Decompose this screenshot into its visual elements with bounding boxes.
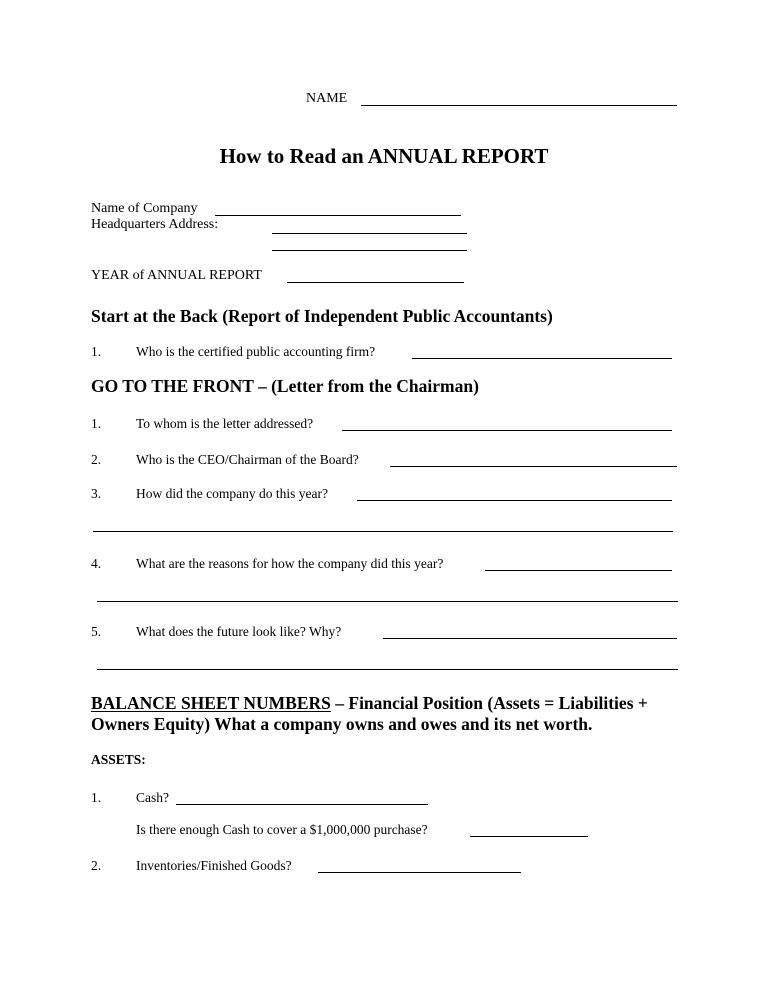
company-name-blank[interactable] xyxy=(215,215,461,216)
question-ceo-chairman: Who is the CEO/Chairman of the Board? xyxy=(136,452,359,467)
section-heading-balance-sheet xyxy=(91,692,648,714)
question-number: 1. xyxy=(91,344,102,359)
question-cash-purchase: Is there enough Cash to cover a $1,000,000 purchase? xyxy=(136,822,428,837)
answer-blank-cash-purchase[interactable] xyxy=(470,836,588,837)
answer-blank-performance-reasons-cont[interactable] xyxy=(97,601,678,602)
question-cpa-firm: Who is the certified public accounting firm? xyxy=(136,344,376,359)
answer-blank-ceo-chairman[interactable] xyxy=(390,466,677,467)
hq-address-label: Headquarters Address: xyxy=(91,217,219,232)
answer-blank-inventories[interactable] xyxy=(318,872,521,873)
report-year-label: YEAR of ANNUAL REPORT xyxy=(91,268,262,283)
question-number: 5. xyxy=(91,624,102,639)
answer-blank-cash[interactable] xyxy=(176,804,428,805)
section-heading-back: Start at the Back (Report of Independent Public Accountants) xyxy=(91,306,553,326)
hq-address-blank-1[interactable] xyxy=(272,233,467,234)
question-number: 3. xyxy=(91,486,102,501)
answer-blank-future-outlook[interactable] xyxy=(383,638,677,639)
assets-label: ASSETS: xyxy=(91,752,146,767)
answer-blank-company-performance[interactable] xyxy=(357,500,672,501)
answer-blank-performance-reasons[interactable] xyxy=(485,570,672,571)
answer-blank-future-outlook-cont[interactable] xyxy=(97,669,678,670)
question-number: 1. xyxy=(91,790,102,805)
answer-blank-cpa-firm[interactable] xyxy=(412,358,672,359)
question-company-performance: How did the company do this year? xyxy=(136,486,328,501)
balance-sheet-heading-underlined: BALANCE SHEET NUMBERS xyxy=(91,693,331,713)
question-cash: Cash? xyxy=(136,790,169,805)
company-name-label: Name of Company xyxy=(91,201,198,216)
balance-sheet-heading-line2: Owners Equity) What a company owns and owes and its net worth. xyxy=(91,714,593,734)
question-future-outlook: What does the future look like? Why? xyxy=(136,624,342,639)
report-year-blank[interactable] xyxy=(287,282,464,283)
answer-blank-letter-addressed[interactable] xyxy=(342,430,672,431)
balance-sheet-heading-rest: – Financial Position (Assets = Liabilities + xyxy=(330,693,648,713)
question-performance-reasons: What are the reasons for how the company did this year? xyxy=(136,556,444,571)
question-inventories: Inventories/Finished Goods? xyxy=(136,858,292,873)
answer-blank-company-performance-cont[interactable] xyxy=(93,531,673,532)
question-number: 2. xyxy=(91,452,102,467)
name-label: NAME xyxy=(306,91,348,106)
question-number: 4. xyxy=(91,556,102,571)
page-title: How to Read an ANNUAL REPORT xyxy=(219,144,549,168)
question-number: 2. xyxy=(91,858,102,873)
hq-address-blank-2[interactable] xyxy=(272,250,467,251)
question-number: 1. xyxy=(91,416,102,431)
question-letter-addressed: To whom is the letter addressed? xyxy=(136,416,314,431)
name-blank[interactable] xyxy=(361,105,677,106)
section-heading-front: GO TO THE FRONT – (Letter from the Chairman) xyxy=(91,376,479,396)
